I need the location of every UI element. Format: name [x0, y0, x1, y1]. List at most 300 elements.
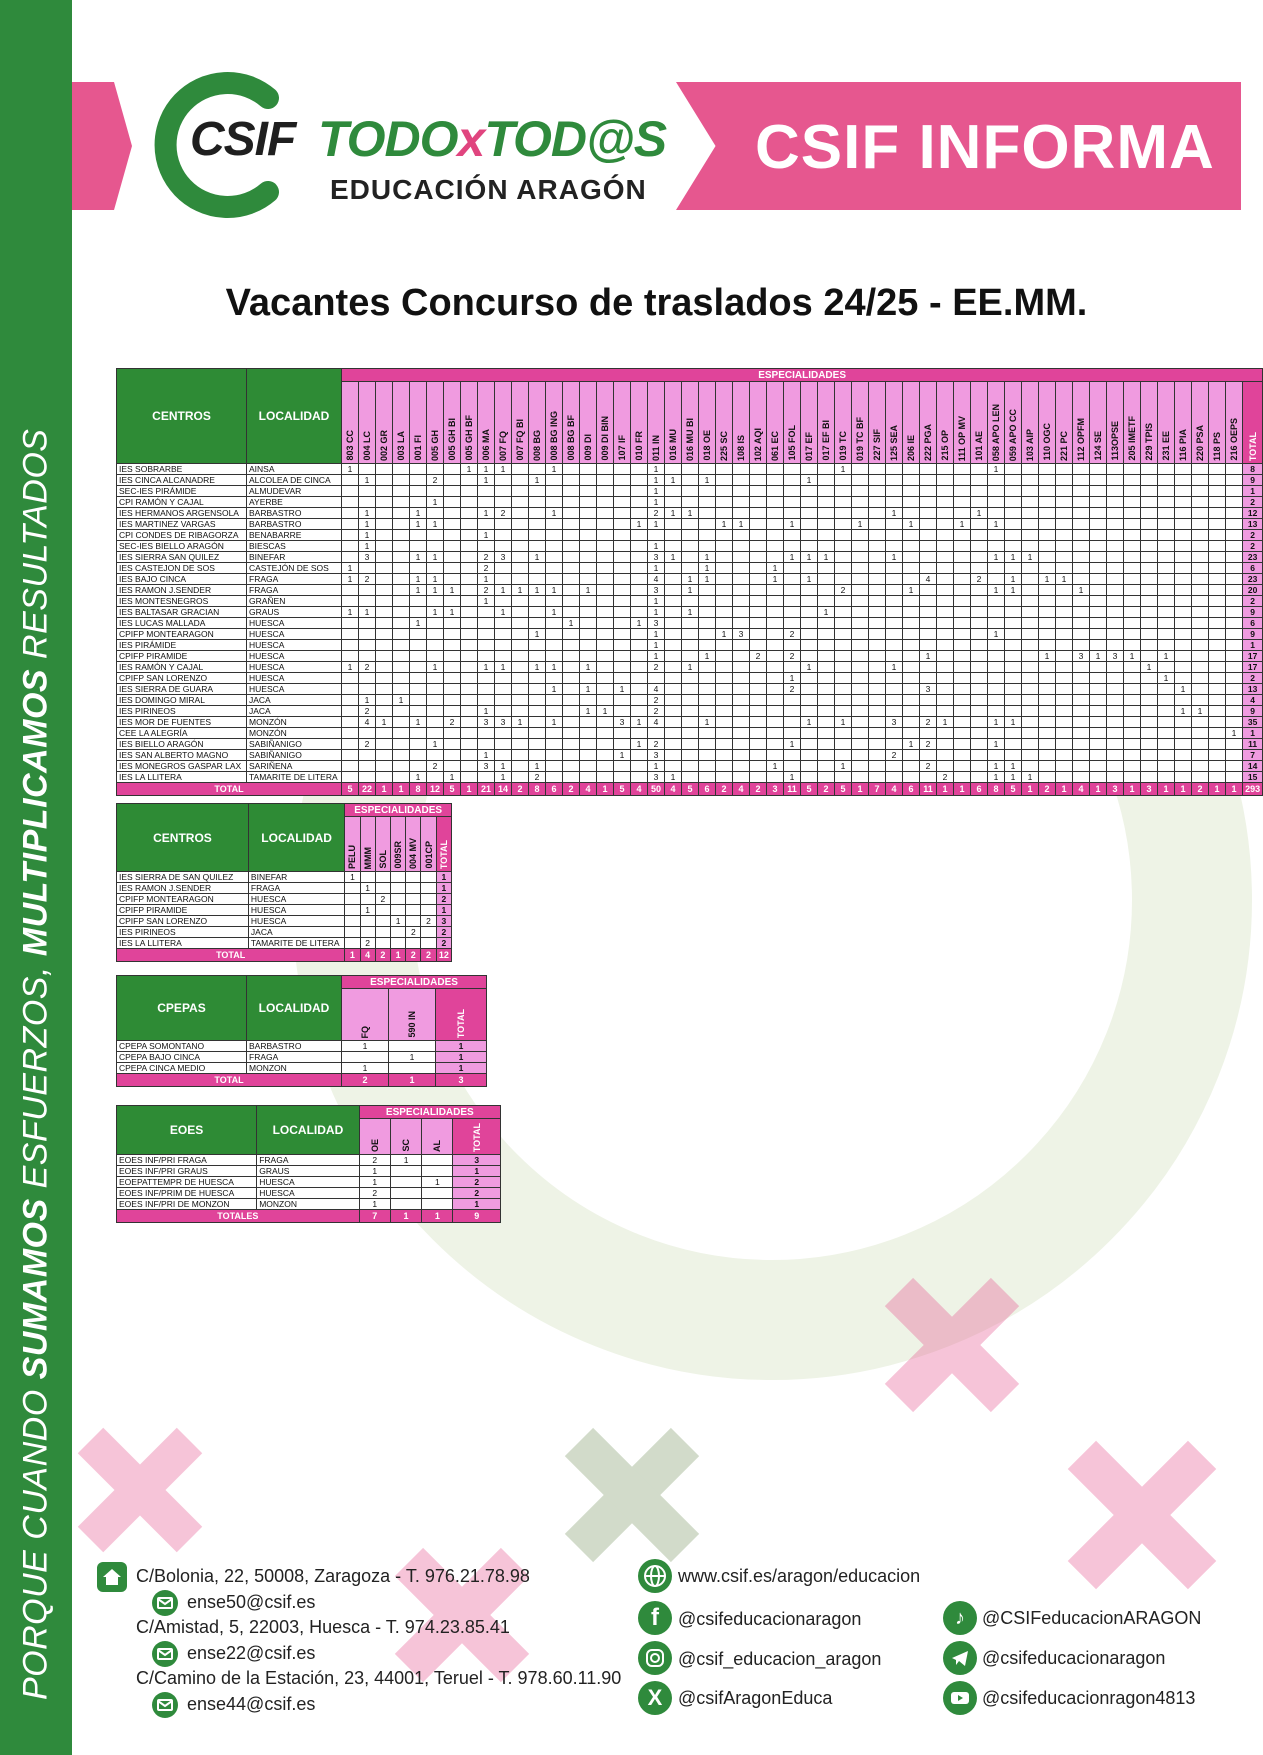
vacancy-cell: [767, 684, 784, 695]
vacancy-cell: [1209, 574, 1226, 585]
vacancy-cell: [614, 629, 631, 640]
vacancy-cell: [1175, 552, 1192, 563]
vacancy-cell: [1158, 717, 1175, 728]
vacancy-cell: 4: [359, 717, 376, 728]
vacancy-cell: [920, 519, 937, 530]
vacancy-cell: [903, 629, 920, 640]
vacancy-cell: [1056, 640, 1073, 651]
vacancy-cell: [444, 530, 461, 541]
table-row: [117, 761, 1263, 772]
vacancy-cell: [359, 640, 376, 651]
vacancy-cell: [818, 464, 835, 475]
vacancy-cell: [1056, 673, 1073, 684]
slogan-part: SUMAMOS: [16, 1198, 55, 1380]
vacancy-cell: [546, 772, 563, 783]
vacancy-cell: [750, 552, 767, 563]
vacancy-cell: [920, 640, 937, 651]
vacancy-cell: [818, 486, 835, 497]
vacancy-cell: 1: [648, 640, 665, 651]
vacancy-cell: [359, 618, 376, 629]
vacancy-cell: [1039, 695, 1056, 706]
column-total: 1: [937, 783, 954, 796]
column-header-label: TOTAL: [1247, 431, 1258, 461]
vacancy-cell: [665, 530, 682, 541]
row-total: 1: [436, 883, 451, 894]
vacancy-cell: [937, 662, 954, 673]
vacancy-cell: [390, 1199, 421, 1210]
vacancy-cell: 3: [648, 552, 665, 563]
vacancy-cell: [784, 618, 801, 629]
vacancy-cell: [427, 486, 444, 497]
vacancy-cell: [1226, 574, 1243, 585]
vacancy-cell: [427, 541, 444, 552]
vacancy-cell: [716, 739, 733, 750]
center-name: CPI CONDES DE RIBAGORZA: [117, 530, 247, 541]
vacancy-cell: [1107, 706, 1124, 717]
vacancy-cell: [1226, 530, 1243, 541]
vacancy-cell: [801, 530, 818, 541]
vacancy-cell: [1073, 728, 1090, 739]
vacancy-cell: [682, 530, 699, 541]
vacancy-cell: [886, 761, 903, 772]
vacancy-cell: [1158, 695, 1175, 706]
vacancy-cell: [529, 530, 546, 541]
vacancy-cell: 2: [360, 938, 375, 949]
vacancy-cell: [818, 695, 835, 706]
vacancy-cell: [1209, 695, 1226, 706]
vacancy-cell: [1141, 497, 1158, 508]
vacancy-cell: [716, 497, 733, 508]
vacancy-cell: [937, 596, 954, 607]
vacancy-cell: [512, 640, 529, 651]
logo-csif-text: CSIF: [190, 113, 296, 166]
column-header: [529, 382, 546, 464]
vacancy-cell: [954, 607, 971, 618]
vacancy-cell: [342, 651, 359, 662]
vacancy-cell: [410, 750, 427, 761]
vacancy-cell: [360, 872, 375, 883]
vacancy-cell: [1124, 464, 1141, 475]
vacancy-cell: [1175, 541, 1192, 552]
vacancy-cell: [1073, 486, 1090, 497]
vacancy-cell: [359, 761, 376, 772]
vacancy-cell: [461, 574, 478, 585]
vacancy-cell: [495, 530, 512, 541]
column-header: [937, 382, 954, 464]
vacancy-cell: [478, 695, 495, 706]
footer-email-zaragoza[interactable]: ense50@csif.es: [187, 1592, 316, 1612]
vacancy-cell: [421, 927, 436, 938]
totals-label: TOTAL: [117, 1074, 342, 1087]
vacancy-cell: [495, 706, 512, 717]
vacancy-cell: [665, 662, 682, 673]
center-locality: HUESCA: [247, 684, 342, 695]
vacancy-cell: [835, 662, 852, 673]
column-header-label: 108 IS: [736, 434, 746, 461]
vacancy-cell: [937, 552, 954, 563]
vacancy-cell: [750, 585, 767, 596]
vacancy-cell: [1192, 640, 1209, 651]
vacancy-cell: [937, 508, 954, 519]
vacancy-cell: [733, 464, 750, 475]
header-centros: CPEPAS: [117, 976, 247, 1041]
vacancy-cell: [1107, 585, 1124, 596]
column-total: 3: [1141, 783, 1158, 796]
vacancy-cell: [988, 706, 1005, 717]
vacancy-cell: [648, 530, 665, 541]
center-name: IES MOR DE FUENTES: [117, 717, 247, 728]
vacancy-cell: [801, 772, 818, 783]
vacancy-cell: [546, 651, 563, 662]
row-total: 1: [453, 1166, 501, 1177]
vacancy-cell: [376, 563, 393, 574]
row-total: 4: [1243, 695, 1263, 706]
vacancy-cell: [1056, 739, 1073, 750]
vacancy-cell: [1039, 629, 1056, 640]
vacancy-cell: [886, 728, 903, 739]
vacancy-cell: [1141, 772, 1158, 783]
vacancy-cell: 1: [648, 475, 665, 486]
vacancy-cell: [903, 750, 920, 761]
row-total: 17: [1243, 662, 1263, 673]
vacancy-cell: [699, 508, 716, 519]
vacancy-cell: 1: [886, 552, 903, 563]
vacancy-cell: [1192, 508, 1209, 519]
vacancy-cell: 1: [359, 695, 376, 706]
vacancy-cell: [682, 497, 699, 508]
vacancy-cell: [1158, 596, 1175, 607]
vacancy-cell: 1: [784, 739, 801, 750]
vacancy-cell: [376, 640, 393, 651]
footer-email-huesca[interactable]: ense22@csif.es: [187, 1643, 316, 1663]
vacancy-cell: [376, 750, 393, 761]
vacancy-cell: [869, 596, 886, 607]
vacancy-cell: [750, 717, 767, 728]
footer-telegram-link[interactable]: @csifeducacionaragon: [982, 1648, 1166, 1668]
vacancy-cell: [750, 640, 767, 651]
vacancy-cell: [563, 651, 580, 662]
vacancy-cell: [1090, 618, 1107, 629]
vacancy-cell: 1: [359, 541, 376, 552]
vacancy-cell: [580, 607, 597, 618]
vacancy-cell: [1039, 552, 1056, 563]
vacancy-cell: [1175, 596, 1192, 607]
vacancy-cell: [529, 750, 546, 761]
vacancy-cell: [478, 497, 495, 508]
column-header: [699, 382, 716, 464]
column-header: [1090, 382, 1107, 464]
footer-facebook-link[interactable]: @csifeducacionaragon: [678, 1609, 862, 1629]
vacancy-cell: [342, 761, 359, 772]
vacancy-cell: [580, 574, 597, 585]
footer-instagram-link[interactable]: @csif_educacion_aragon: [678, 1649, 882, 1669]
slogan-part: ESFUERZOS,: [16, 956, 55, 1199]
vacancy-cell: [1039, 464, 1056, 475]
column-header-label: 018 OE: [702, 430, 712, 461]
vacancy-cell: [682, 640, 699, 651]
vacancy-cell: [665, 585, 682, 596]
vacancy-cell: [1056, 695, 1073, 706]
row-total: 3: [453, 1155, 501, 1166]
center-locality: HUESCA: [248, 894, 344, 905]
vacancy-cell: [1175, 761, 1192, 772]
vacancy-cell: [665, 574, 682, 585]
column-total: 1: [393, 783, 410, 796]
vacancy-cell: [750, 464, 767, 475]
vacancy-cell: [1090, 486, 1107, 497]
column-total: 1: [1226, 783, 1243, 796]
vacancy-cell: [1192, 695, 1209, 706]
vacancy-cell: [682, 519, 699, 530]
vacancy-cell: [1209, 717, 1226, 728]
vacancy-cell: [376, 585, 393, 596]
vacancy-cell: [1073, 629, 1090, 640]
vacancy-cell: 1: [835, 464, 852, 475]
vacancy-cell: [852, 552, 869, 563]
vacancy-cell: 1: [648, 486, 665, 497]
vacancy-cell: [546, 497, 563, 508]
vacancy-cell: [801, 596, 818, 607]
vacancy-cell: [546, 629, 563, 640]
table-row: [117, 894, 452, 905]
vacancy-cell: [852, 739, 869, 750]
vacancy-cell: [375, 916, 390, 927]
vacancy-cell: 1: [988, 629, 1005, 640]
column-total: 8: [529, 783, 546, 796]
vacancy-cell: [971, 519, 988, 530]
center-name: CPEPA BAJO CINCA: [117, 1052, 247, 1063]
vacancy-cell: [580, 530, 597, 541]
slogan-part: MULTIPLICAMOS: [16, 668, 55, 957]
totals-row: [117, 1210, 501, 1223]
vacancy-cell: [750, 519, 767, 530]
vacancy-cell: [750, 750, 767, 761]
column-header-label: 019 TC BF: [855, 416, 865, 461]
vacancy-cell: [597, 629, 614, 640]
vacancy-cell: [580, 464, 597, 475]
column-total: 2: [750, 783, 767, 796]
column-header: [1124, 382, 1141, 464]
vacancy-cell: [1158, 585, 1175, 596]
vacancy-cell: [665, 464, 682, 475]
vacancy-cell: 1: [342, 1041, 389, 1052]
vacancy-cell: [818, 629, 835, 640]
vacancy-cell: [971, 706, 988, 717]
footer-x-link[interactable]: @csifAragonEduca: [678, 1688, 833, 1708]
logo-todo-part: TODO: [318, 111, 458, 167]
vacancy-cell: [614, 475, 631, 486]
vacancy-cell: [937, 486, 954, 497]
vacancy-cell: [427, 508, 444, 519]
vacancy-cell: [1226, 563, 1243, 574]
vacancy-cell: [461, 673, 478, 684]
vacancy-cell: [733, 508, 750, 519]
row-total: 2: [436, 927, 451, 938]
vacancy-cell: 1: [389, 1052, 436, 1063]
vacancy-cell: [359, 585, 376, 596]
vacancy-cell: [406, 938, 421, 949]
vacancy-cell: [495, 574, 512, 585]
vacancy-cell: [1039, 618, 1056, 629]
vacancy-cell: [563, 574, 580, 585]
vacancy-cell: [1022, 706, 1039, 717]
x-twitter-icon: X: [638, 1681, 672, 1715]
vacancy-cell: [784, 508, 801, 519]
column-total: 9: [453, 1210, 501, 1223]
vacancy-cell: [512, 739, 529, 750]
vacancy-cell: [1022, 739, 1039, 750]
vacancy-cell: [750, 772, 767, 783]
vacancy-cell: 1: [1005, 772, 1022, 783]
column-header: [406, 817, 421, 872]
vacancy-cell: [1005, 651, 1022, 662]
column-header-label: TOTAL: [471, 1122, 482, 1152]
center-name: IES BAJO CINCA: [117, 574, 247, 585]
vacancy-cell: [563, 508, 580, 519]
footer-tiktok-link[interactable]: @CSIFeducacionARAGON: [982, 1608, 1202, 1628]
vacancy-cell: [1090, 541, 1107, 552]
vacancy-cell: 1: [682, 662, 699, 673]
vacancy-cell: [1192, 497, 1209, 508]
center-name: IES MARTINEZ VARGAS: [117, 519, 247, 530]
vacancy-cell: [342, 530, 359, 541]
column-header-label: 016 MU: [668, 429, 678, 461]
vacancy-cell: [665, 739, 682, 750]
vacancy-cell: [937, 530, 954, 541]
vacancy-cell: [1056, 706, 1073, 717]
vacancy-cell: 1: [427, 739, 444, 750]
vacancy-cell: [1209, 739, 1226, 750]
vacancy-cell: [1124, 673, 1141, 684]
vacancy-cell: [512, 750, 529, 761]
vacancy-cell: [1226, 662, 1243, 673]
vacancy-cell: [512, 475, 529, 486]
vacancy-cell: 1: [648, 629, 665, 640]
vacancy-cell: 1: [818, 607, 835, 618]
column-header: [988, 382, 1005, 464]
vacancy-cell: 3: [1073, 651, 1090, 662]
vacancy-cell: [886, 695, 903, 706]
instagram-icon: [638, 1641, 672, 1675]
vacancy-cell: [461, 607, 478, 618]
footer-website-link[interactable]: www.csif.es/aragon/educacion: [678, 1566, 921, 1586]
vacancy-cell: 1: [801, 717, 818, 728]
vacancy-cell: [903, 475, 920, 486]
column-total: 7: [869, 783, 886, 796]
vacancy-cell: [1141, 585, 1158, 596]
vacancy-cell: 1: [903, 739, 920, 750]
center-name: CPIFP PIRAMIDE: [117, 651, 247, 662]
vacancy-cell: [988, 618, 1005, 629]
vacancy-cell: 1: [614, 684, 631, 695]
column-header-label: 059 APO CC: [1008, 408, 1018, 461]
vacancy-cell: [495, 640, 512, 651]
table-row: [117, 1199, 501, 1210]
row-total: 9: [1243, 475, 1263, 486]
header-centros: CENTROS: [117, 804, 249, 872]
table-row: [117, 1063, 487, 1074]
vacancy-cell: [1073, 684, 1090, 695]
header-localidad: LOCALIDAD: [257, 1106, 359, 1155]
vacancy-cell: 1: [682, 508, 699, 519]
vacancy-cell: [869, 728, 886, 739]
vacancy-cell: [1107, 761, 1124, 772]
vacancy-cell: [1175, 717, 1192, 728]
vacancy-cell: 1: [546, 585, 563, 596]
center-name: IES SOBRARBE: [117, 464, 247, 475]
center-locality: BINEFAR: [247, 552, 342, 563]
vacancy-cell: [546, 552, 563, 563]
vacancy-cell: [614, 662, 631, 673]
vacancy-cell: [597, 673, 614, 684]
vacancy-cell: [869, 651, 886, 662]
vacancy-cell: [563, 673, 580, 684]
vacancy-cell: [1107, 629, 1124, 640]
row-total: 14: [1243, 761, 1263, 772]
vacancy-cell: [444, 552, 461, 563]
slogan-part: PORQUE CUANDO: [16, 1379, 55, 1700]
vacancy-cell: [954, 629, 971, 640]
vacancy-cell: [988, 475, 1005, 486]
column-header: [1141, 382, 1158, 464]
footer-youtube-link[interactable]: @csifeducacionragon4813: [982, 1688, 1196, 1708]
vacancy-cell: [597, 475, 614, 486]
column-total: 2: [406, 949, 421, 962]
vacancy-cell: 1: [954, 519, 971, 530]
youtube-icon: [943, 1681, 977, 1715]
column-total: 6: [903, 783, 920, 796]
footer-email-teruel[interactable]: ense44@csif.es: [187, 1694, 316, 1714]
vacancy-cell: [1175, 530, 1192, 541]
vacancy-cell: [1056, 717, 1073, 728]
vacancy-cell: [648, 673, 665, 684]
vacancy-cell: [444, 684, 461, 695]
center-locality: MONZÓN: [247, 717, 342, 728]
vacancy-cell: 1: [529, 552, 546, 563]
vacancy-cell: [682, 563, 699, 574]
column-header: [954, 382, 971, 464]
vacancy-cell: [1226, 695, 1243, 706]
vacancy-cell: [1226, 585, 1243, 596]
column-total: 1: [1175, 783, 1192, 796]
vacancy-cell: [614, 585, 631, 596]
vacancy-cell: 1: [495, 761, 512, 772]
vacancy-cell: [375, 905, 390, 916]
center-locality: CASTEJÓN DE SOS: [247, 563, 342, 574]
vacancy-cell: [920, 618, 937, 629]
vacancy-cell: [750, 541, 767, 552]
vacancies-table-main: [116, 368, 1263, 796]
vacancy-cell: [1039, 684, 1056, 695]
vacancy-cell: [1124, 750, 1141, 761]
vacancy-cell: [1039, 519, 1056, 530]
vacancy-cell: [512, 706, 529, 717]
vacancy-cell: [750, 728, 767, 739]
vacancy-cell: [1090, 563, 1107, 574]
column-header: [1226, 382, 1243, 464]
vacancy-cell: 2: [886, 750, 903, 761]
vacancy-cell: [1022, 475, 1039, 486]
vacancy-cell: 1: [360, 905, 375, 916]
vacancy-cell: [767, 772, 784, 783]
vacancy-cell: [597, 728, 614, 739]
vacancy-cell: [1039, 541, 1056, 552]
vacancy-cell: [835, 618, 852, 629]
vacancy-cell: [1090, 684, 1107, 695]
vacancy-cell: [393, 618, 410, 629]
vacancy-cell: [1022, 640, 1039, 651]
vacancy-cell: [614, 607, 631, 618]
